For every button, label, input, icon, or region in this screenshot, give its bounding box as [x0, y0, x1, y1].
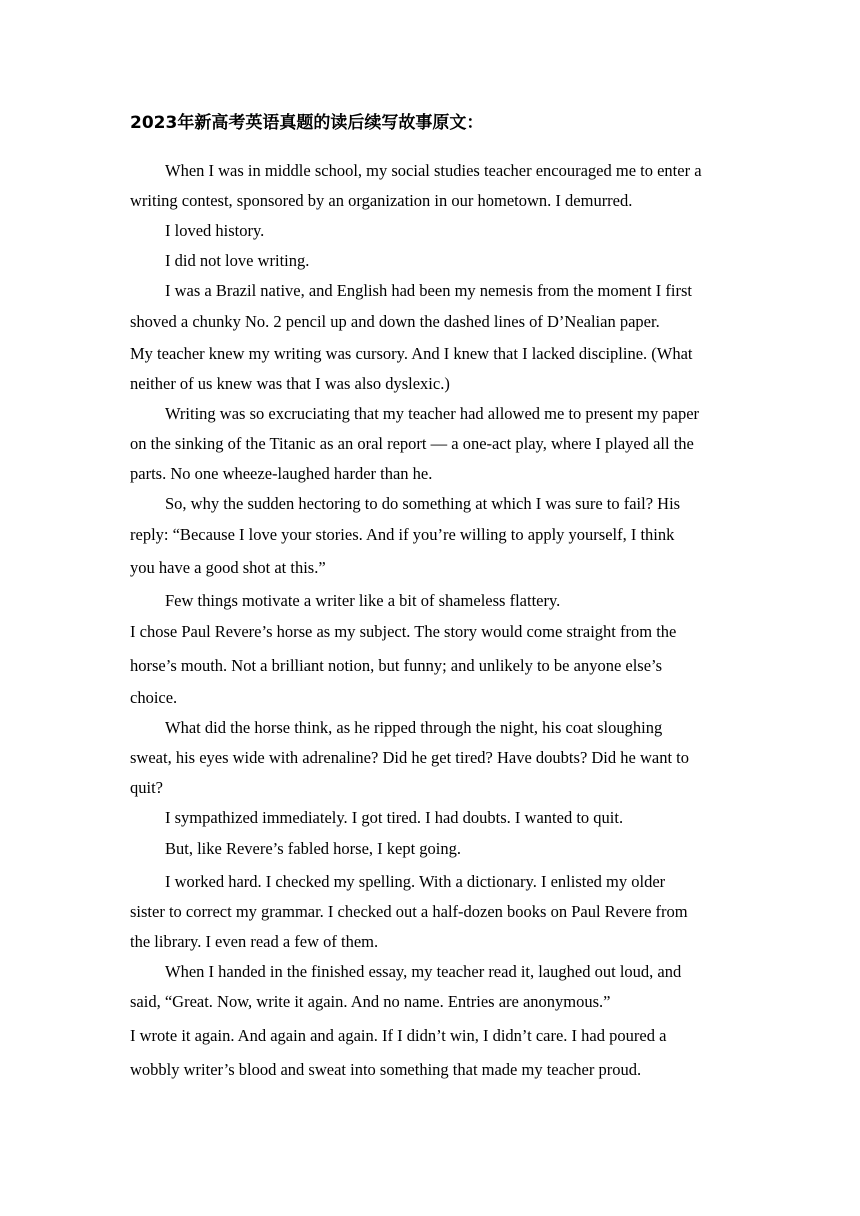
text-line: I wrote it again. And again and again. If I didn’t win, I didn’t care. I had poured a [130, 1026, 667, 1045]
text-line: So, why the sudden hectoring to do something at which I was sure to fail? His [165, 494, 681, 513]
text-line: sister to correct my grammar. I checked out a half-dozen books on Paul Revere from [130, 902, 688, 921]
text-line: I did not love writing. [165, 251, 310, 270]
text-line: reply: “Because I love your stories. And if you’re willing to apply yourself, I think [130, 525, 675, 544]
text-line: wobbly writer’s blood and sweat into something that made my teacher proud. [130, 1060, 642, 1079]
text-line: Few things motivate a writer like a bit of shameless flattery. [165, 591, 561, 610]
text-line: But, like Revere’s fabled horse, I kept going. [165, 839, 462, 858]
text-line: sweat, his eyes wide with adrenaline? Did he get tired? Have doubts? Did he want to [130, 748, 689, 767]
text-line: I chose Paul Revere’s horse as my subject. The story would come straight from the [130, 622, 677, 641]
text-line: I worked hard. I checked my spelling. With a dictionary. I enlisted my older [165, 872, 666, 891]
page-title: 2023年新高考英语真题的读后续写故事原文： [130, 113, 484, 133]
text-line: neither of us knew was that I was also dyslexic.) [130, 374, 450, 393]
text-line: the library. I even read a few of them. [130, 932, 379, 951]
text-line: you have a good shot at this.” [130, 558, 326, 577]
text-line: What did the horse think, as he ripped through the night, his coat sloughing [165, 718, 663, 737]
text-line: I sympathized immediately. I got tired. I had doubts. I wanted to quit. [165, 808, 624, 827]
text-line: Writing was so excruciating that my teacher had allowed me to present my paper [165, 404, 700, 423]
text-line: When I was in middle school, my social studies teacher encouraged me to enter a [165, 161, 702, 180]
text-line: When I handed in the finished essay, my teacher read it, laughed out loud, and [165, 962, 682, 981]
text-line: I loved history. [165, 221, 265, 240]
text-line: writing contest, sponsored by an organization in our hometown. I demurred. [130, 191, 633, 210]
text-line: said, “Great. Now, write it again. And no name. Entries are anonymous.” [130, 992, 611, 1011]
text-line: on the sinking of the Titanic as an oral report — a one-act play, where I played all the [130, 434, 694, 453]
text-line: quit? [130, 778, 163, 797]
text-line: parts. No one wheeze-laughed harder than he. [130, 464, 433, 483]
text-line: choice. [130, 688, 178, 707]
text-line: I was a Brazil native, and English had been my nemesis from the moment I first [165, 281, 692, 300]
text-line: shoved a chunky No. 2 pencil up and down the dashed lines of D’Nealian paper. [130, 312, 660, 331]
text-line: My teacher knew my writing was cursory. And I knew that I lacked discipline. (What [130, 344, 693, 363]
text-line: horse’s mouth. Not a brilliant notion, but funny; and unlikely to be anyone else’s [130, 656, 663, 675]
